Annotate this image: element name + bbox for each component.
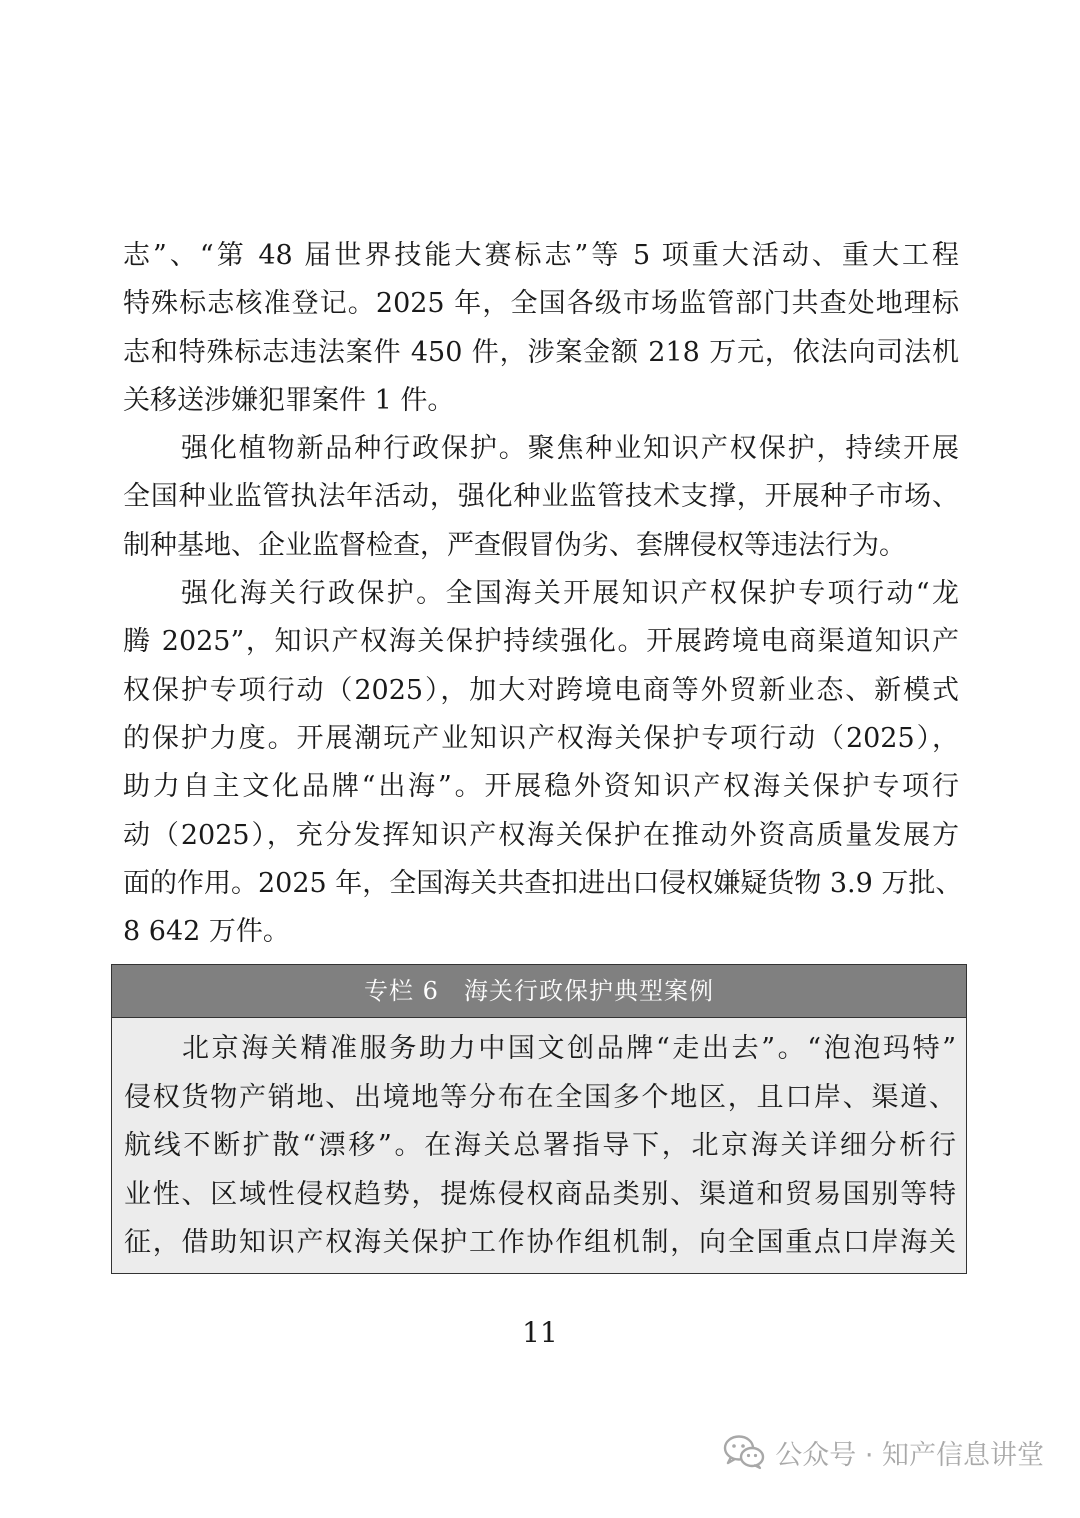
body-line: 面的作用。2025 年，全国海关共查扣进出口侵权嫌疑货物 3.9 万批、: [123, 867, 963, 899]
body-line: 志”、“第 48 届世界技能大赛标志”等 5 项重大活动、重大工程: [123, 240, 959, 271]
body-line: 全国种业监管执法年活动，强化种业监管技术支撑，开展种子市场、: [123, 481, 959, 513]
body-line: 关移送涉嫌犯罪案件 1 件。: [123, 384, 455, 416]
column-box-line: 北京海关精准服务助力中国文创品牌“走出去”。“泡泡玛特”: [182, 1033, 956, 1064]
column-box-line: 业性、区域性侵权趋势，提炼侵权商品类别、渠道和贸易国别等特: [124, 1178, 956, 1210]
body-text: [123, 232, 963, 956]
column-box: [111, 964, 967, 1274]
body-line: 志和特殊标志违法案件 450 件，涉案金额 218 万元，依法向司法机: [123, 336, 959, 368]
body-line: 腾 2025”，知识产权海关保护持续强化。开展跨境电商渠道知识产: [123, 626, 959, 658]
column-box-title: 专栏 6 海关行政保护典型案例: [112, 965, 966, 1018]
page-number: 11: [522, 1316, 558, 1349]
body-line: 助力自主文化品牌“出海”。开展稳外资知识产权海关保护专项行: [123, 771, 959, 803]
body-line: 权保护专项行动（2025），加大对跨境电商等外贸新业态、新模式: [123, 674, 959, 706]
column-box-line: 侵权货物产销地、出境地等分布在全国多个地区，且口岸、渠道、: [124, 1081, 956, 1113]
body-line: 动（2025），充分发挥知识产权海关保护在推动外资高质量发展方: [123, 819, 959, 851]
body-line: 强化海关行政保护。全国海关开展知识产权保护专项行动“龙: [181, 578, 959, 610]
body-line: 强化植物新品种行政保护。聚焦种业知识产权保护，持续开展: [181, 433, 959, 465]
body-line: 的保护力度。开展潮玩产业知识产权海关保护专项行动（2025），: [123, 722, 959, 754]
column-box-body: [124, 1025, 956, 1268]
body-line: 制种基地、企业监督检查，严查假冒伪劣、套牌侵权等违法行为。: [123, 529, 906, 561]
wechat-icon: [723, 1434, 765, 1470]
column-box-line: 航线不断扩散“漂移”。在海关总署指导下，北京海关详细分析行: [124, 1130, 956, 1162]
body-line: 8 642 万件。: [123, 916, 290, 948]
body-line: 特殊标志核准登记。2025 年，全国各级市场监管部门共查处地理标: [123, 288, 959, 320]
watermark: [723, 1432, 1044, 1472]
watermark-text: 公众号 · 知产信息讲堂: [775, 1439, 1044, 1471]
column-box-line: 征，借助知识产权海关保护工作协作组机制，向全国重点口岸海关: [124, 1227, 956, 1259]
